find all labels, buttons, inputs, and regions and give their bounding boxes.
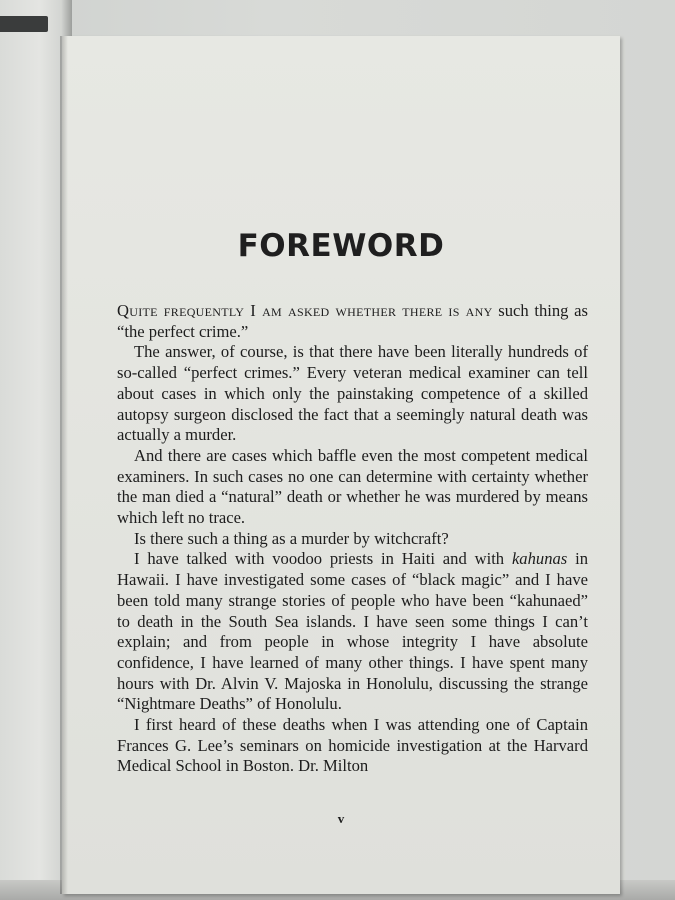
paragraph-2: The answer, of course, is that there have been literally hundreds of so-called “perfect crimes.” Every veteran medical examiner can tell about cases in which only the painstaking competence of a skilled autopsy surgeon disclosed the fact that a seemingly natural death was actually a murder.: [117, 342, 588, 445]
foreword-body: [117, 301, 588, 777]
paragraph-5: [117, 549, 588, 715]
paragraph-5-start: I have talked with voodoo priests in Haiti and with: [134, 549, 512, 569]
italic-kahunas: kahunas: [511, 549, 568, 569]
page-gutter-shadow: [60, 36, 68, 894]
paragraph-6: I first heard of these deaths when I was attending one of Captain Frances G. Lee’s seminars on homicide investigation at the Harvard Medical School in Boston. Dr. Milton: [117, 715, 588, 776]
page-number: v: [337, 811, 345, 826]
paragraph-4: Is there such a thing as a murder by witchcraft?: [134, 528, 449, 548]
small-caps-lead: Quite frequently I am asked whether there is any: [117, 301, 493, 320]
paragraph-3: And there are cases which baffle even the most competent medical examiners. In such cases no one can determine with certainty whether the man died a “natural” death or whether he was murdered by means which left no trace.: [117, 445, 588, 528]
book-cover-corner: [0, 16, 48, 32]
chapter-title: FOREWORD: [237, 228, 445, 264]
paragraph-1: [117, 301, 588, 342]
paragraph-5-end: in Hawaii. I have investigated some cases of “black magic” and I have been told many strange stories of people who have been “kahunaed” to death in the South Sea islands. I have seen some things I can’t explain; and from people in whose integrity I have absolute confidence, I have learned of many other things. I have spent many hours with Dr. Alvin V. Majoska in Honolulu, discussing the strange “Nightmare Deaths” of Honolulu.: [117, 549, 588, 714]
paragraph-1-rest: such thing as “the perfect crime.”: [117, 301, 588, 341]
book-page: [62, 36, 620, 894]
